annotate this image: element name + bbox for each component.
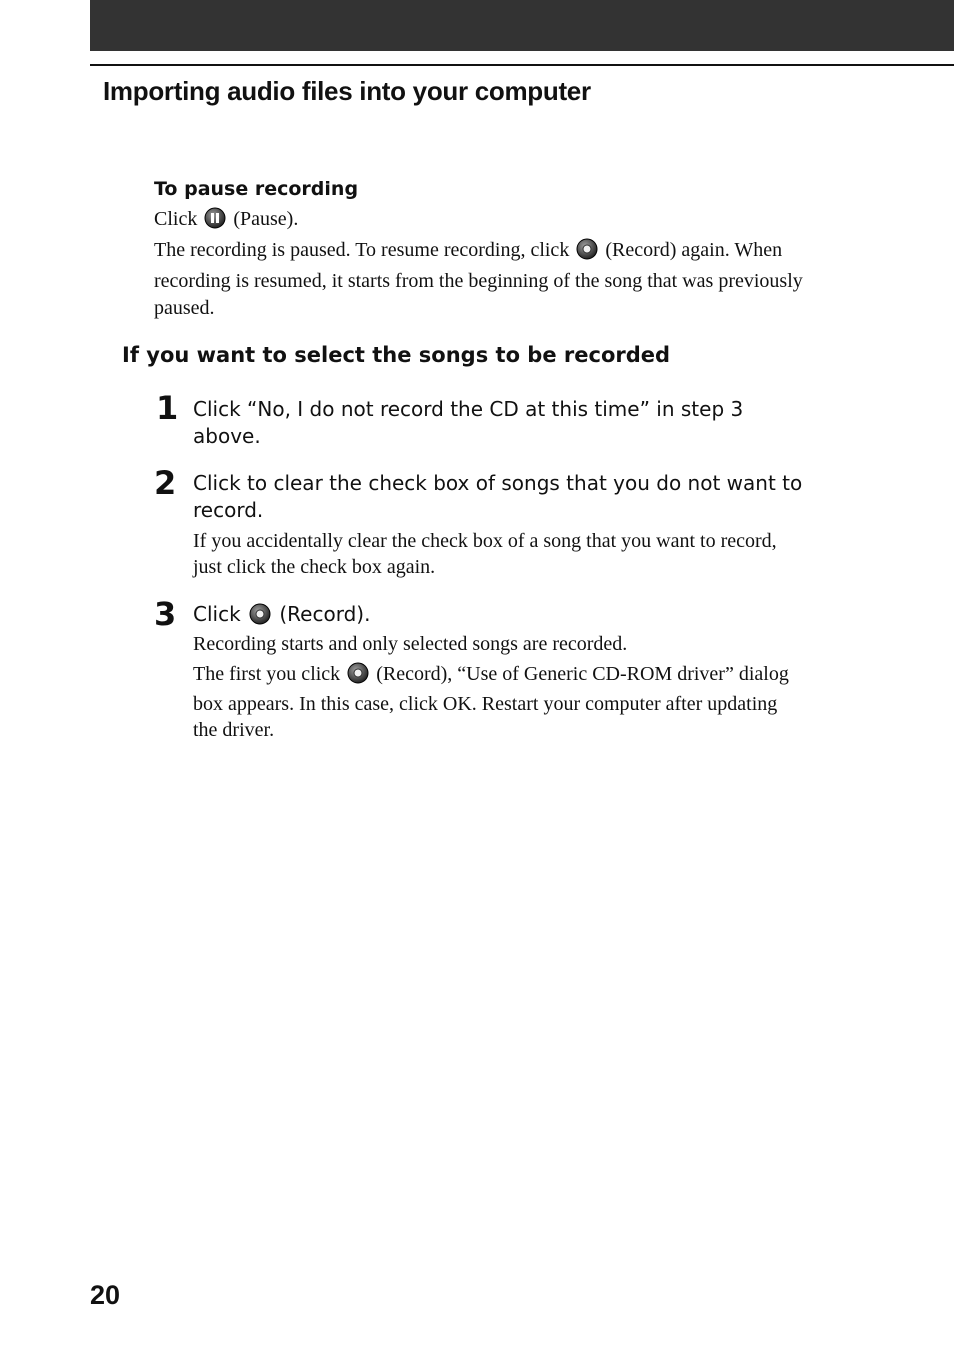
header-bar xyxy=(90,0,954,51)
step-3-number: 3 xyxy=(154,595,177,633)
pause-instruction xyxy=(154,206,298,237)
record-icon xyxy=(576,238,598,268)
resume-paragraph xyxy=(154,237,814,322)
step-3-note-2-prefix: The first you click xyxy=(193,663,341,685)
pause-label: (Pause). xyxy=(233,208,299,230)
step-3-note-2 xyxy=(193,661,803,743)
step-3-note-1: Recording starts and only selected songs are recorded. xyxy=(193,633,628,655)
record-icon xyxy=(249,603,271,632)
header-rule xyxy=(90,64,954,66)
resume-text: The recording is paused. To resume recording, click xyxy=(154,239,570,261)
step-1-text: Click “No, I do not record the CD at this time” in step 3 above. xyxy=(193,397,744,448)
pause-icon xyxy=(204,207,226,237)
step-2-number: 2 xyxy=(154,464,177,502)
page-number: 20 xyxy=(90,1280,121,1310)
section-title: Importing audio files into your computer xyxy=(103,76,591,106)
step-3-text xyxy=(193,601,813,632)
resume-text-suffix: (Record) again. When recording is resumed, it starts from the beginning of the song that was previously paused. xyxy=(154,239,803,319)
step-3-click-label: Click xyxy=(193,602,241,626)
step-2-note: If you accidentally clear the check box of a song that you want to record, just click the check box again. xyxy=(193,530,777,578)
step-3-note-2-suffix: (Record), “Use of Generic CD-ROM driver” dialog box appears. In this case, click OK. Restart your computer after updating the driver. xyxy=(193,663,789,741)
record-icon xyxy=(347,662,369,691)
pause-click-label: Click xyxy=(154,208,198,230)
step-3-record-label: (Record). xyxy=(279,602,371,626)
step-1-number: 1 xyxy=(156,389,179,427)
step-2-text: Click to clear the check box of songs that you do not want to record. xyxy=(193,471,803,522)
pause-heading: To pause recording xyxy=(154,178,359,200)
select-songs-heading: If you want to select the songs to be recorded xyxy=(122,343,671,367)
